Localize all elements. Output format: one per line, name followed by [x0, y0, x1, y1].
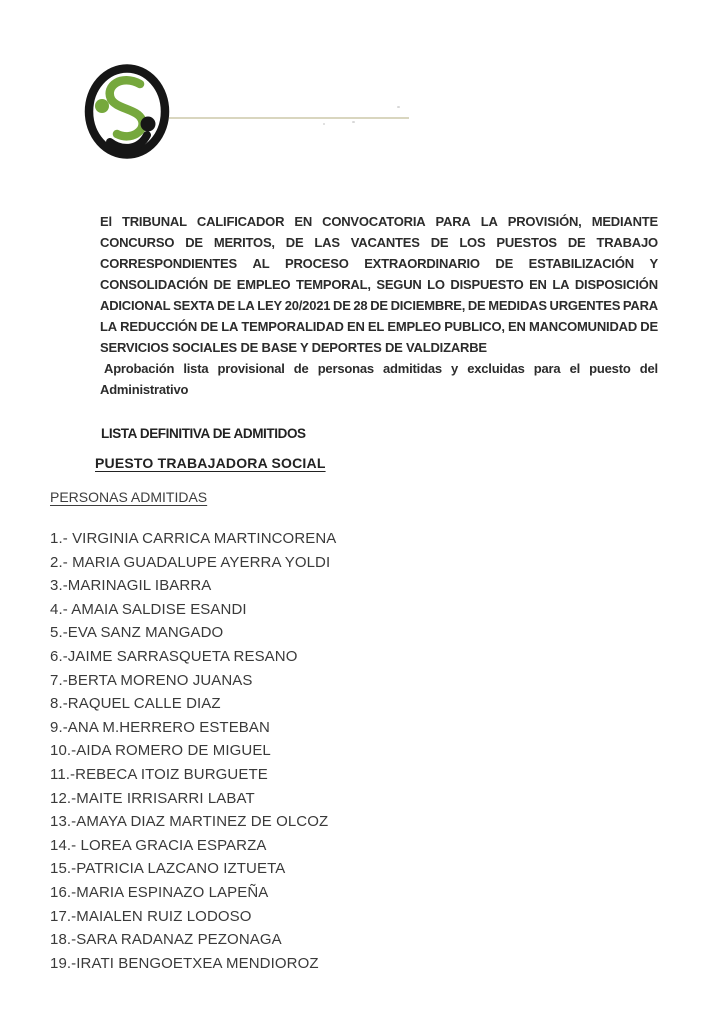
- admitted-person: 5.-EVA SANZ MANGADO: [50, 624, 224, 642]
- admitted-person: 13.-AMAYA DIAZ MARTINEZ DE OLCOZ: [50, 813, 329, 831]
- admitted-person: 17.-MAIALEN RUIZ LODOSO: [50, 907, 252, 925]
- admitted-person: 18.-SARA RADANAZ PEZONAGA: [50, 931, 282, 949]
- letterhead-rule: [169, 117, 409, 119]
- intro-line-3: CORRESPONDIENTES AL PROCESO EXTRAORDINARIO DE ESTABILIZACIÓN Y: [100, 256, 658, 271]
- admitted-person: 6.-JAIME SARRASQUETA RESANO: [50, 647, 298, 665]
- admitted-person: 16.-MARIA ESPINAZO LAPEÑA: [50, 883, 269, 901]
- intro-line-5: ADICIONAL SEXTA DE LA LEY 20/2021 DE 28 DE DICIEMBRE, DE MEDIDAS URGENTES PARA: [100, 298, 658, 313]
- intro-paragraph: [100, 211, 658, 400]
- heading-puesto-trabajadora-social: PUESTO TRABAJADORA SOCIAL: [95, 455, 326, 471]
- admitted-person: 15.-PATRICIA LAZCANO IZTUETA: [50, 860, 286, 878]
- logo-green-s-figure: [110, 80, 143, 136]
- admitted-person: 11.-REBECA ITOIZ BURGUETE: [50, 765, 268, 783]
- logo-black-dot: [141, 117, 156, 132]
- heading-lista-definitiva: LISTA DEFINITIVA DE ADMITIDOS: [101, 426, 306, 441]
- admitted-person: 10.-AIDA ROMERO DE MIGUEL: [50, 742, 271, 760]
- admitted-person: 12.-MAITE IRRISARRI LABAT: [50, 789, 255, 807]
- intro-line-6: LA REDUCCIÓN DE LA TEMPORALIDAD EN EL EMPLEO PUBLICO, EN MANCOMUNIDAD DE: [100, 319, 658, 334]
- org-logo-icon: [82, 63, 172, 165]
- admitted-person: 1.- VIRGINIA CARRICA MARTINCORENA: [50, 530, 337, 547]
- admitted-person: 9.-ANA M.HERRERO ESTEBAN: [50, 718, 270, 736]
- approval-line-2: Administrativo: [100, 382, 189, 397]
- admitted-person: 7.-BERTA MORENO JUANAS: [50, 671, 253, 689]
- intro-line-2: CONCURSO DE MERITOS, DE LAS VACANTES DE LOS PUESTOS DE TRABAJO: [100, 235, 658, 250]
- heading-personas-admitidas: PERSONAS ADMITIDAS: [50, 489, 208, 505]
- admitted-person: 3.-MARINAGIL IBARRA: [50, 577, 212, 595]
- admitted-person: 19.-IRATI BENGOETXEA MENDIOROZ: [50, 954, 319, 972]
- approval-line-1: Aprobación lista provisional de personas admitidas y excluidas para el puesto del: [104, 361, 658, 376]
- admitted-person: 14.- LOREA GRACIA ESPARZA: [50, 836, 267, 854]
- intro-line-7: SERVICIOS SOCIALES DE BASE Y DEPORTES DE VALDIZARBE: [100, 340, 487, 355]
- admitted-person: 2.- MARIA GUADALUPE AYERRA YOLDI: [50, 553, 331, 571]
- logo-green-dot: [95, 99, 109, 113]
- intro-line-1: El TRIBUNAL CALIFICADOR EN CONVOCATORIA PARA LA PROVISIÓN, MEDIANTE: [100, 214, 658, 229]
- scan-artifact: [397, 106, 400, 108]
- admitted-person: 8.-RAQUEL CALLE DIAZ: [50, 695, 221, 713]
- scan-artifact: [323, 123, 325, 125]
- admitted-person: 4.- AMAIA SALDISE ESANDI: [50, 600, 247, 618]
- logo-svg: [82, 63, 172, 160]
- admitted-persons-list: [50, 527, 336, 975]
- intro-line-4: CONSOLIDACIÓN DE EMPLEO TEMPORAL, SEGUN LO DISPUESTO EN LA DISPOSICIÓN: [100, 277, 658, 292]
- scan-artifact: [352, 121, 355, 123]
